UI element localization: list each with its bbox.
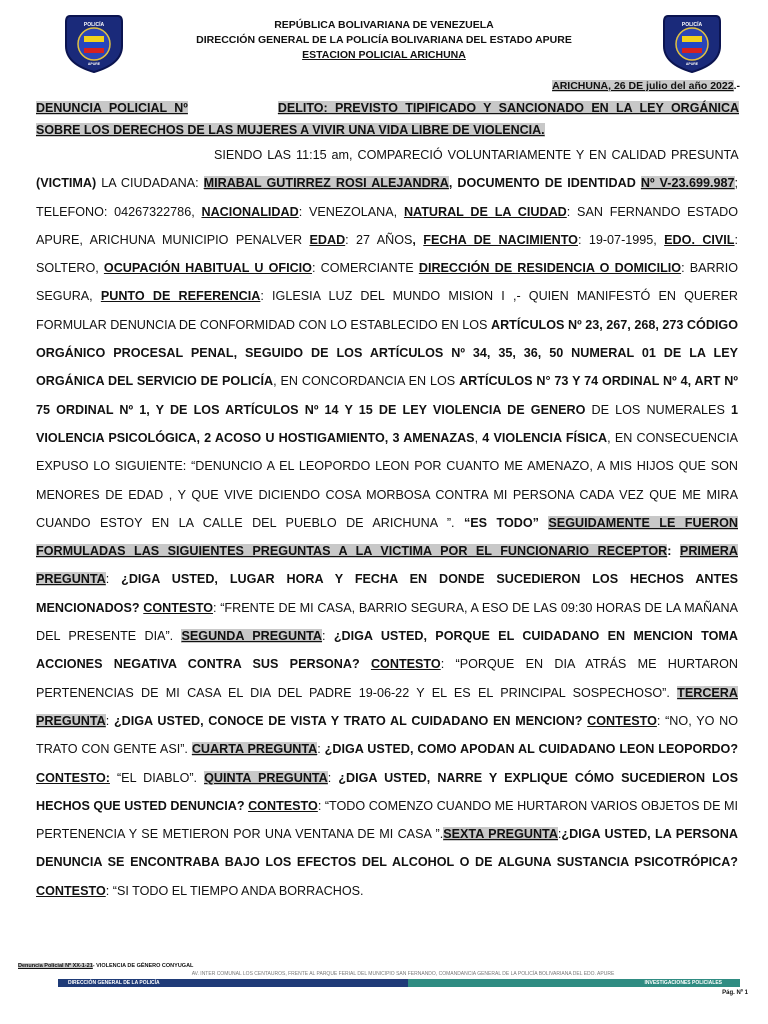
body-text: ,: [412, 232, 424, 247]
body-text: , EN CONCORDANCIA EN LOS: [273, 374, 460, 389]
victim-name: MIRABAL GUTIRREZ ROSI ALEJANDRA: [203, 176, 449, 191]
violence-types: 4 VIOLENCIA FÍSICA: [482, 430, 608, 445]
body-text: ; TELEFONO: 04267322786,: [36, 176, 738, 219]
body-text: : 27 AÑOS: [345, 232, 413, 247]
badge-right-text: POLICÍA: [681, 22, 703, 28]
dateline: [552, 80, 740, 92]
body-text: (VICTIMA): [36, 176, 97, 191]
field-label: EDO. CIVIL: [664, 232, 735, 247]
colon: :: [327, 770, 339, 785]
body-text: , DOCUMENTO DE IDENTIDAD: [448, 176, 641, 191]
footer-bar: [58, 979, 740, 987]
question-label: TERCERA PREGUNTA: [36, 685, 738, 728]
question-label: QUINTA PREGUNTA: [204, 770, 328, 785]
police-badge-right-icon: [662, 12, 722, 74]
badge-left-text: POLICÍA: [83, 22, 105, 28]
badge-left-subtext: APURE: [87, 62, 101, 66]
question-label: SEXTA PREGUNTA: [443, 827, 558, 842]
document-title: [36, 97, 739, 141]
body-text: SIENDO LAS 11:15 am, COMPARECIÓ VOLUNTARIAMENTE Y EN CALIDAD PRESUNTA: [214, 148, 738, 162]
colon: :: [322, 629, 334, 644]
answer-label: CONTESTO: [36, 883, 106, 898]
answer-label: CONTESTO: [370, 657, 441, 672]
field-label: NATURAL DE LA CIUDAD: [403, 204, 567, 219]
answer-label: CONTESTO:: [36, 770, 110, 785]
field-label: NACIONALIDAD: [201, 204, 299, 219]
answer-text: : “TODO COMENZO CUANDO ME HURTARON VARIOS OBJETOS DE MI PERTENENCIA Y SE METIERON POR UNA VENTANA DE MI CASA ”.: [36, 798, 739, 842]
colon: :: [557, 827, 562, 842]
body-text: LA CIUDADANA:: [96, 176, 204, 191]
colon: :: [317, 742, 325, 757]
body-text: : COMERCIANTE: [311, 261, 419, 276]
answer-label: CONTESTO: [143, 600, 214, 615]
answer-text: “EL DIABLO”.: [109, 770, 205, 785]
violence-types: 1 VIOLENCIA PSICOLÓGICA, 2 ACOSO U HOSTIGAMIENTO, 3 AMENAZAS: [36, 402, 738, 445]
body-text: DE LOS NUMERALES: [585, 402, 731, 417]
answer-text: : “FRENTE DE MI CASA, BARRIO SEGURA, A ESO DE LAS 09:30 HORAS DE LA MAÑANA DEL PRESENTE DIA”.: [36, 600, 739, 644]
colon: :: [667, 544, 680, 559]
body-text: : IGLESIA LUZ DEL MUNDO MISION I ,- QUIEN MANIFESTÓ EN QUERER FORMULAR DENUNCIA DE CONFORMIDAD CON LO ESTABLECIDO EN LOS: [36, 289, 738, 332]
question-text: ¿DIGA USTED, CONOCE DE VISTA Y TRATO AL CUIDADANO EN MENCION?: [113, 713, 583, 728]
answer-text: : “NO, YO NO TRATO CON GENTE ASI”.: [36, 713, 739, 757]
title-complaint-number: DENUNCIA POLICIAL Nº: [36, 101, 188, 115]
page-number: Pág. Nº 1: [722, 990, 748, 996]
footer-reference: [18, 963, 193, 969]
victim-id: Nº V-23.699.987: [640, 176, 735, 191]
title-crime: DELITO: PREVISTO TIPIFICADO Y SANCIONADO EN LA LEY ORGÁNICA SOBRE LOS DERECHOS DE LAS MUJERES A VIVIR UNA VIDA LIBRE DE VIOLENCIA.: [36, 101, 740, 137]
body-text: ,: [474, 430, 483, 445]
colon: :: [105, 713, 114, 728]
answer-text: : “SI TODO EL TIEMPO ANDA BORRACHOS.: [105, 883, 364, 898]
answer-label: CONTESTO: [248, 798, 318, 813]
question-label: CUARTA PREGUNTA: [191, 742, 318, 757]
header-line-2: DIRECCIÓN GENERAL DE LA POLICÍA BOLIVARIANA DEL ESTADO APURE: [196, 34, 572, 46]
date-suffix: .-: [733, 80, 740, 92]
question-text: ¿DIGA USTED, LUGAR HORA Y FECHA EN DONDE SUCEDIERON LOS HECHOS ANTES MENCIONADOS?: [36, 572, 739, 615]
colon: :: [105, 572, 122, 587]
answer-text: : “PORQUE EN DIA ATRÁS ME HURTARON PERTENENCIAS DE MI CASA EL DIA DEL PADRE 19-06-22 Y EL ES EL PRINCIPAL SOSPECHOSO”.: [36, 657, 738, 700]
field-label: EDAD: [309, 232, 346, 247]
legal-articles: ARTÍCULOS Nº 23, 267, 268, 273 CÓDIGO ORGÁNICO PROCESAL PENAL, SEGUIDO DE LOS ARTÍCULOS Nº 34, 35, 36, 50 NUMERAL 01 DE LA LEY ORGÁNICA DEL SERVICIO DE POLICÍA: [36, 317, 738, 389]
statement: , EN CONSECUENCIA EXPUSO LO SIGUIENTE: “DENUNCIO A EL LEOPORDO LEON POR CUANTO ME AMENAZO, A MIS HIJOS QUE SON MENORES DE EDAD , Y QUE VIVE DICIENDO COSA MORBOSA CONTRA MI PERSONA CADA VEZ QUE ME MIRA CUANDO ESTOY EN LA CALLE DEL PUEBLO DE ARICHUNA ”.: [36, 430, 738, 530]
document-header: [150, 18, 618, 63]
body-text: : SAN FERNANDO ESTADO APURE, ARICHUNA MUNICIPIO PENALVER: [36, 204, 738, 247]
field-label: DIRECCIÓN DE RESIDENCIA O DOMICILIO: [418, 261, 682, 276]
space: [360, 657, 371, 671]
answer-label: CONTESTO: [587, 713, 657, 728]
legal-articles: ARTÍCULOS N° 73 Y 74 ORDINAL Nº 4, ART Nº 75 ORDINAL Nº 1, Y DE LOS ARTÍCULOS Nº 14 Y 15 DE LEY VIOLENCIA DE GENERO: [36, 374, 738, 417]
police-badge-left-icon: [64, 12, 124, 74]
question-text: ¿DIGA USTED, LA PERSONA DENUNCIA SE ENCONTRABA BAJO LOS EFECTOS DEL ALCOHOL O DE ALGUNA SUSTANCIA PSICOTRÓPICA?: [36, 827, 738, 870]
header-line-1: REPÚBLICA BOLIVARIANA DE VENEZUELA: [274, 19, 494, 31]
question-label: SEGUNDA PREGUNTA: [181, 629, 323, 644]
statement-end: “ES TODO”: [463, 515, 539, 530]
badge-right-subtext: APURE: [685, 62, 699, 66]
question-text: ¿DIGA USTED, NARRE Y EXPLIQUE CÓMO SUCEDIERON LOS HECHOS QUE USTED DENUNCIA?: [36, 770, 739, 813]
space: [539, 516, 548, 530]
questions-intro: SEGUIDAMENTE LE FUERON FORMULADAS LAS SIGUIENTES PREGUNTAS A LA VICTIMA POR EL FUNCIONARIO RECEPTOR: [36, 515, 738, 559]
footer-bar-right: INVESTIGACIONES POLICIALES: [408, 979, 740, 987]
header-line-3: ESTACION POLICIAL ARICHUNA: [302, 49, 466, 61]
date-text: ARICHUNA, 26 DE julio del año 2022: [552, 80, 734, 92]
question-text: ¿DIGA USTED, PORQUE EL CUIDADANO EN MENCION TOMA ACCIONES NEGATIVA CONTRA SUS PERSONA?: [36, 629, 738, 672]
body-text: : VENEZOLANA,: [298, 204, 404, 219]
field-label: PUNTO DE REFERENCIA: [100, 289, 261, 304]
footer-address: AV. INTER COMUNAL LOS CENTAUROS, FRENTE AL PARQUE FERIAL DEL MUNICIPIO SAN FERNANDO, COMANDANCIA GENERAL DE LA POLICÍA BOLIVARIANA DEL EDO. APURE: [191, 971, 615, 977]
question-text: ¿DIGA USTED, COMO APODAN AL CUIDADANO LEON LEOPORDO?: [324, 742, 739, 757]
footer-ref-number: Denuncia Policial Nº XX-1-21: [18, 963, 93, 969]
footer-ref-type: - VIOLENCIA DE GÉNERO CONYUGAL: [92, 963, 194, 969]
body-text: : 19-07-1995,: [577, 232, 665, 247]
field-label: OCUPACIÓN HABITUAL U OFICIO: [103, 261, 312, 276]
body-text: : SOLTERO,: [36, 232, 739, 276]
footer-bar-left: DIRECCIÓN GENERAL DE LA POLICÍA: [58, 979, 408, 987]
question-label: PRIMERA PREGUNTA: [36, 544, 738, 587]
field-label: FECHA DE NACIMIENTO: [423, 232, 578, 247]
document-body: [36, 141, 738, 905]
body-text: : BARRIO SEGURA,: [36, 261, 738, 304]
